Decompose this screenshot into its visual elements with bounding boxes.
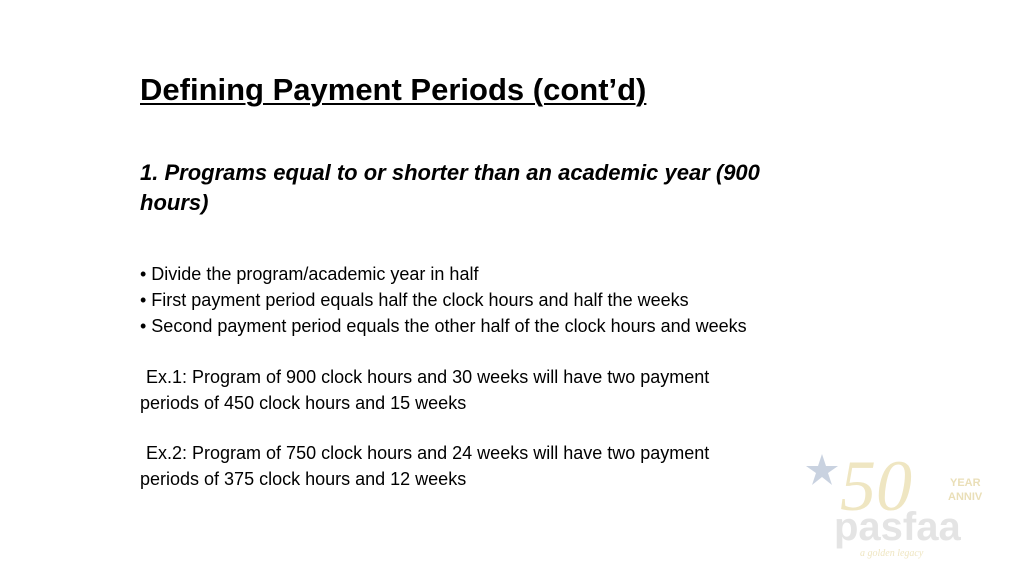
watermark-word-top: YEAR [950,477,981,489]
watermark-word-bottom: ANNIV [948,491,983,503]
bullet-item: • First payment period equals half the clock hours and half the weeks [140,290,689,310]
subheading-line: hours) [140,190,209,215]
bullet-item: • Divide the program/academic year in half [140,264,479,284]
bullet-list [140,261,747,339]
bullet-item: • Second payment period equals the other half of the clock hours and weeks [140,316,747,336]
example-1 [140,364,840,416]
example-2 [140,440,840,492]
subheading-line: 1. Programs equal to or shorter than an academic year (900 [140,160,760,185]
subheading [140,158,900,218]
pasfaa-watermark-logo [800,446,1010,564]
example-line: Ex.2: Program of 750 clock hours and 24 weeks will have two payment [146,443,710,463]
watermark-number: 50 [840,446,912,526]
watermark-tagline: a golden legacy [860,548,924,559]
example-line: periods of 375 clock hours and 12 weeks [140,469,467,489]
watermark-brand: pasfaa [834,505,961,549]
star-icon [806,454,838,485]
slide-title: Defining Payment Periods (cont’d) [140,72,647,107]
example-line: Ex.1: Program of 900 clock hours and 30 weeks will have two payment [146,367,710,387]
example-line: periods of 450 clock hours and 15 weeks [140,393,467,413]
